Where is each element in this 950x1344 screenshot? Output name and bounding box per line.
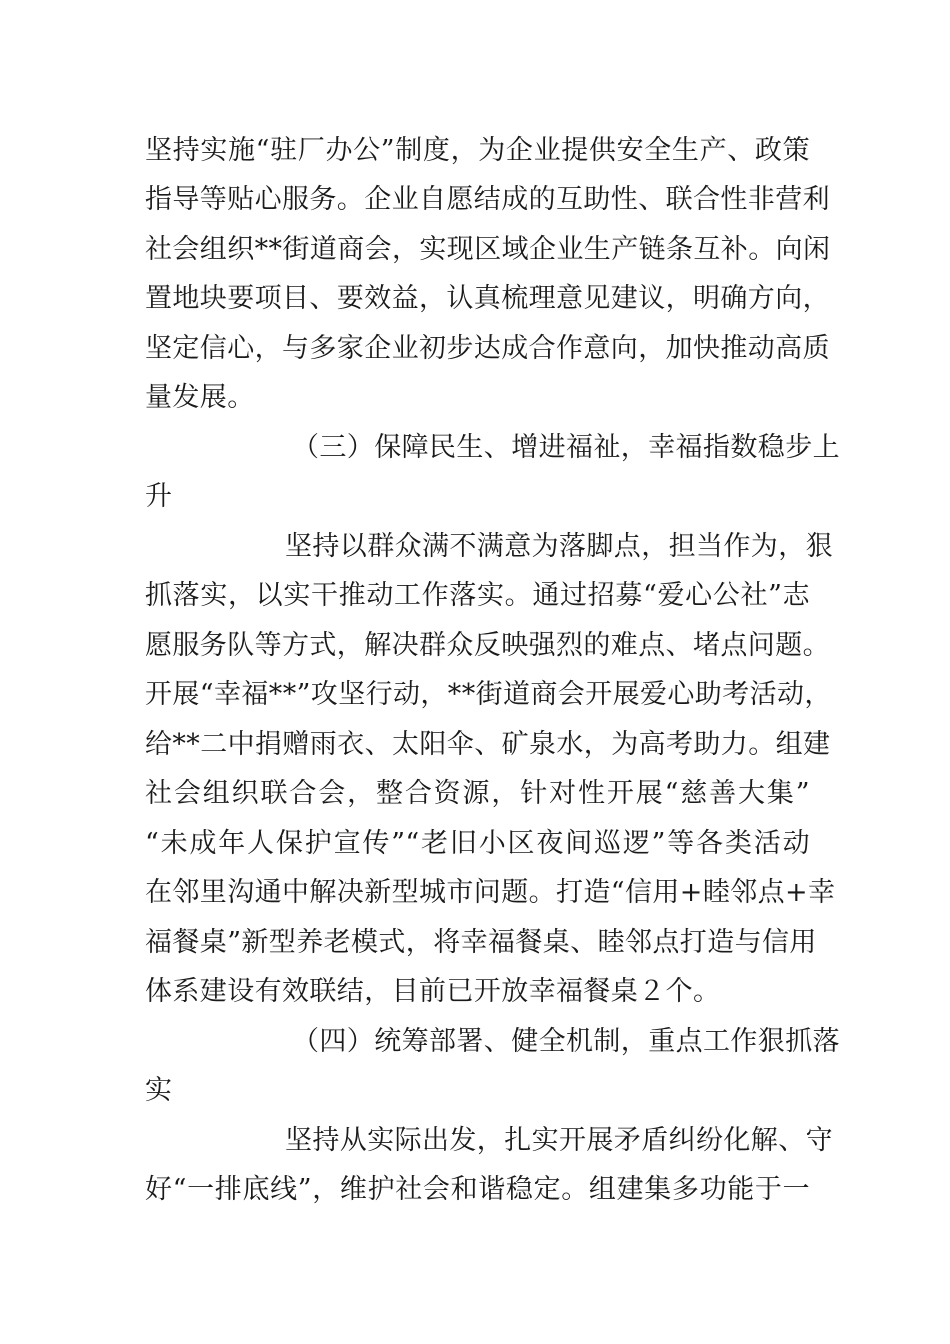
text-line: 抓落实，以实干推动工作落实。通过招募“爱心公社”志	[145, 580, 810, 611]
section-heading-3-continued: 升	[145, 481, 173, 512]
text-line: 量发展。	[145, 382, 255, 413]
text-line: 开展“幸福**”攻坚行动，**街道商会开展爱心助考活动，	[145, 679, 832, 710]
text-line: 好“一排底线”，维护社会和谐稳定。组建集多功能于一	[145, 1174, 810, 1205]
text-line: 指导等贴心服务。企业自愿结成的互助性、联合性非营利	[145, 184, 830, 215]
text-line: 在邻里沟通中解决新型城市问题。打造“信用+睦邻点+幸	[145, 877, 836, 908]
section-heading-3: （三）保障民生、增进福祉，幸福指数稳步上	[292, 432, 840, 463]
text-line: 给**二中捐赠雨衣、太阳伞、矿泉水，为高考助力。组建	[145, 729, 831, 760]
text-line: “未成年人保护宣传”“老旧小区夜间巡逻”等各类活动	[145, 828, 810, 859]
text-line: 坚持从实际出发，扎实开展矛盾纠纷化解、守	[285, 1125, 833, 1156]
text-line: 置地块要项目、要效益，认真梳理意见建议，明确方向，	[145, 283, 830, 314]
text-line: 愿服务队等方式，解决群众反映强烈的难点、堵点问题。	[145, 630, 830, 661]
text-line: 坚持实施“驻厂办公”制度，为企业提供安全生产、政策	[145, 135, 810, 166]
text-line: 福餐桌”新型养老模式，将幸福餐桌、睦邻点打造与信用	[145, 927, 817, 958]
section-heading-4: （四）统筹部署、健全机制，重点工作狠抓落	[292, 1026, 840, 1057]
text-line: 坚定信心，与多家企业初步达成合作意向，加快推动高质	[145, 333, 830, 364]
section-heading-4-continued: 实	[145, 1075, 173, 1106]
text-line: 坚持以群众满不满意为落脚点，担当作为，狠	[285, 531, 833, 562]
text-line: 社会组织联合会，整合资源，针对性开展“慈善大集”	[145, 778, 810, 809]
text-line: 社会组织**街道商会，实现区域企业生产链条互补。向闲	[145, 234, 831, 265]
text-line: 体系建设有效联结，目前已开放幸福餐桌２个。	[145, 976, 721, 1007]
